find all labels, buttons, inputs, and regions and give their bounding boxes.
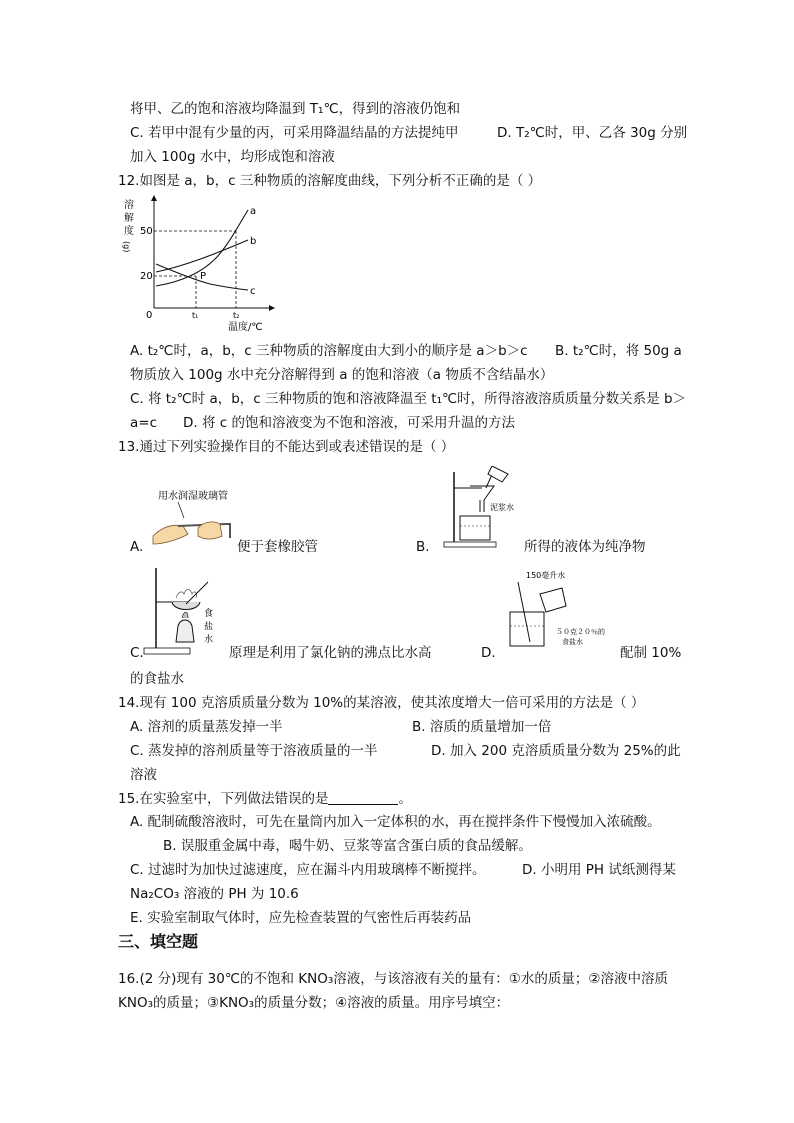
flame bbox=[182, 612, 188, 618]
q14-option-d-cont: 溶液 bbox=[130, 767, 157, 783]
q14-option-a: A. 溶剂的质量蒸发掉一半 bbox=[130, 719, 283, 735]
q12-option-c-cont: a=c bbox=[130, 415, 158, 431]
ytick-50: 50 bbox=[140, 226, 153, 237]
filtration-image bbox=[436, 466, 522, 550]
q12-stem: 12.如图是 a，b，c 三种物质的溶解度曲线，下列分析不正确的是（ ） bbox=[118, 173, 542, 189]
q13-option-a-letter: A. bbox=[130, 539, 144, 555]
ylabel-unit: (g) bbox=[122, 241, 131, 253]
answer-blank[interactable] bbox=[328, 790, 398, 805]
point-p-label: P bbox=[200, 271, 207, 282]
q13-option-d-letter: D. bbox=[481, 645, 496, 661]
q11-option-c: C. 若甲中混有少量的丙，可采用降温结晶的方法提纯甲 bbox=[130, 125, 459, 141]
q12-option-a: A. t₂℃时，a，b，c 三种物质的溶解度由大到小的顺序是 a＞b＞c bbox=[130, 343, 528, 359]
xtick-t2: t₂ bbox=[233, 311, 240, 320]
stand-base bbox=[444, 542, 496, 547]
ytick-20: 20 bbox=[140, 271, 153, 282]
curve-b bbox=[156, 240, 248, 272]
glass-tube-caption: 用水润湿玻璃管 bbox=[158, 491, 228, 502]
origin-label: 0 bbox=[146, 310, 153, 321]
ylabel-char-3: 度 bbox=[124, 226, 134, 237]
ylabel-char-2: 解 bbox=[124, 213, 134, 224]
q11-line1: 将甲、乙的饱和溶液均降温到 T₁℃，得到的溶液仍饱和 bbox=[130, 101, 461, 117]
q14-option-b: B. 溶质的质量增加一倍 bbox=[412, 719, 552, 735]
q16-line1: 16.(2 分)现有 30℃的不饱和 KNO₃溶液，与该溶液有关的量有：①水的质量；②溶液中溶质 bbox=[118, 971, 668, 987]
alcohol-lamp bbox=[176, 620, 194, 642]
q14-option-c: C. 蒸发掉的溶剂质量等于溶液质量的一半 bbox=[130, 743, 378, 759]
solution-label-2: 食盐水 bbox=[562, 638, 583, 646]
q13-option-b-letter: B. bbox=[416, 539, 430, 555]
salt-water-char-1: 食 bbox=[204, 609, 214, 619]
mixing-image bbox=[500, 568, 616, 654]
salt-water-char-3: 水 bbox=[204, 635, 214, 645]
q15-option-c: C. 过滤时为加快过滤速度，应在漏斗内用玻璃棒不断搅拌。 bbox=[130, 862, 486, 878]
curve-a-label: a bbox=[250, 206, 257, 217]
q11-option-d: D. T₂℃时，甲、乙各 30g 分别 bbox=[497, 125, 688, 141]
xlabel: 温度/℃ bbox=[228, 322, 263, 333]
q12-option-b: B. t₂℃时，将 50g a bbox=[555, 343, 682, 359]
q15-option-a: A. 配制硫酸溶液时，可先在量筒内加入一定体积的水，再在搅拌条件下慢慢加入浓硫酸。 bbox=[130, 814, 661, 830]
q15-stem: 15.在实验室中，下列做法错误的是 。 bbox=[118, 791, 412, 807]
q11-option-d-cont: 加入 100g 水中，均形成饱和溶液 bbox=[130, 149, 335, 165]
q15-option-d: D. 小明用 PH 试纸测得某 bbox=[522, 862, 676, 878]
solubility-graph bbox=[110, 194, 280, 334]
muddy-water-label: 泥浆水 bbox=[490, 503, 514, 512]
glass-rod bbox=[186, 582, 208, 604]
q15-option-e: E. 实验室制取气体时，应先检查装置的气密性后再装药品 bbox=[130, 910, 472, 926]
q12-option-c: C. 将 t₂℃时 a，b，c 三种物质的饱和溶液降温至 t₁℃时，所得溶液溶质质量分数关系是 b＞ bbox=[130, 391, 687, 407]
q16-line2: KNO₃的质量；③KNO₃的质量分数；④溶液的质量。用序号填空： bbox=[118, 995, 510, 1011]
q13-option-c-text: 原理是利用了氯化钠的沸点比水高 bbox=[229, 645, 432, 661]
q13-stem: 13.通过下列实验操作目的不能达到或表述错误的是（ ） bbox=[118, 439, 455, 455]
solution-label-1: ５０克２０％的 bbox=[556, 628, 605, 636]
q12-option-b-cont: 物质放入 100g 水中充分溶解得到 a 的饱和溶液（a 物质不含结晶水） bbox=[130, 367, 554, 383]
salt-water-char-2: 盐 bbox=[204, 622, 214, 632]
beaker bbox=[460, 516, 490, 540]
curve-c-label: c bbox=[250, 286, 256, 297]
pouring-cylinder bbox=[540, 588, 566, 612]
q12-option-d: D. 将 c 的饱和溶液变为不饱和溶液，可采用升温的方法 bbox=[183, 415, 515, 431]
water-150ml-label: 150毫升水 bbox=[526, 571, 566, 580]
section-title: 三、填空题 bbox=[118, 932, 199, 951]
q13-option-a-text: 便于套橡胶管 bbox=[237, 539, 318, 555]
q13-option-c-letter: C. bbox=[130, 645, 144, 661]
q14-option-d: D. 加入 200 克溶质质量分数为 25%的此 bbox=[431, 743, 681, 759]
q13-option-b-text: 所得的液体为纯净物 bbox=[524, 539, 646, 555]
glass-tube-image bbox=[148, 486, 238, 554]
evaporating-dish bbox=[172, 602, 200, 610]
q15-option-d-cont: Na₂CO₃ 溶液的 PH 为 10.6 bbox=[130, 886, 299, 902]
q15-option-b: B. 误服重金属中毒，喝牛奶、豆浆等富含蛋白质的食品缓解。 bbox=[163, 838, 532, 854]
pouring-beaker bbox=[488, 466, 508, 482]
q13-option-d-text: 配制 10% bbox=[620, 645, 682, 661]
q14-stem: 14.现有 100 克溶质质量分数为 10%的某溶液，使其浓度增大一倍可采用的方法是（ ） bbox=[118, 695, 645, 711]
ylabel-char-1: 溶 bbox=[124, 200, 134, 211]
xtick-t1: t₁ bbox=[192, 311, 199, 320]
evaporation-image bbox=[140, 564, 226, 658]
curve-b-label: b bbox=[250, 236, 257, 247]
left-hand bbox=[153, 525, 188, 544]
q13-option-d-cont: 的食盐水 bbox=[130, 671, 184, 687]
stand-base bbox=[144, 648, 190, 654]
right-hand bbox=[198, 522, 222, 539]
